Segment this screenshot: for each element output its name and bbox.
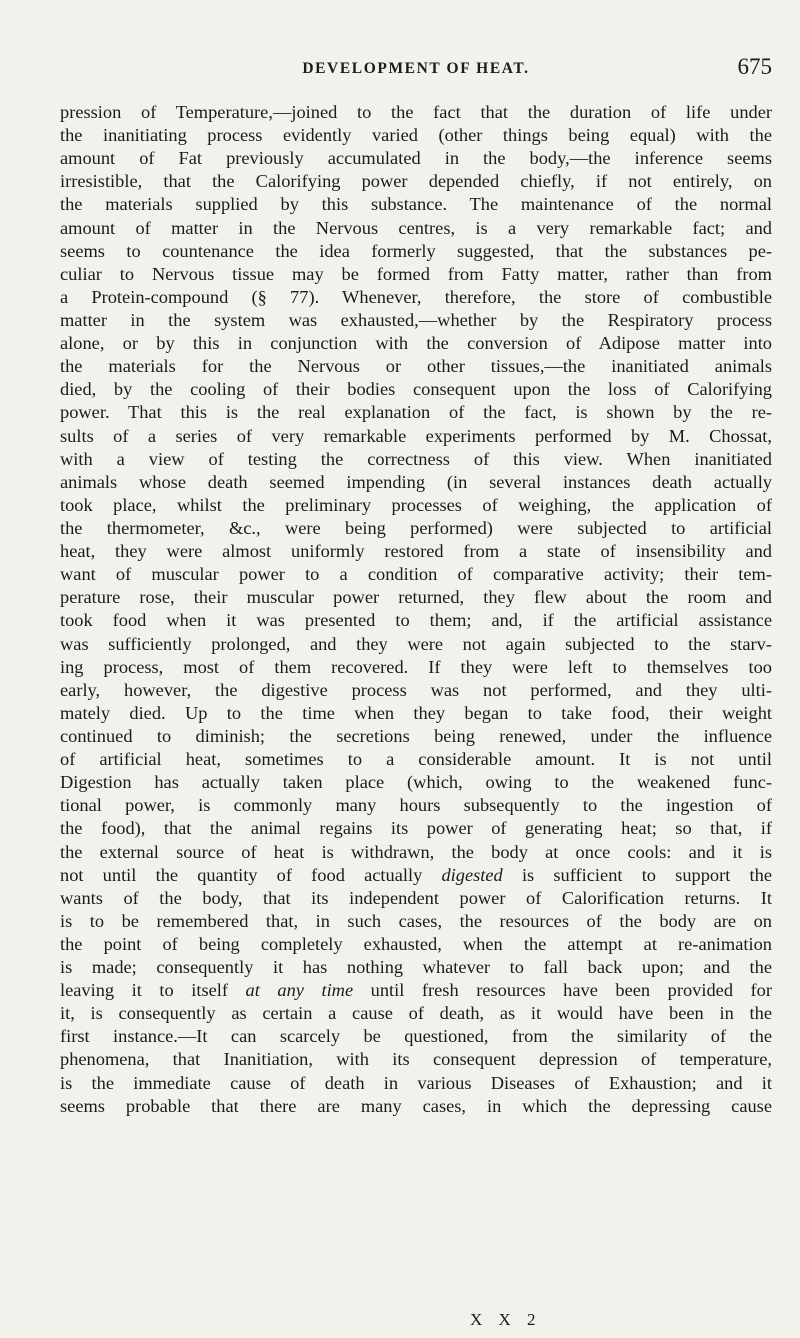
text-line: irresistible, that the Calorifying power depended chiefly, if not entirely, on: [60, 171, 772, 192]
text-line: it, is consequently as certain a cause of death, as it would have been in the: [60, 1003, 772, 1024]
text-line: died, by the cooling of their bodies consequent upon the loss of Calorifying: [60, 379, 772, 400]
text-line: animals whose death seemed impending (in several instances death actually: [60, 471, 772, 492]
text-line: the materials supplied by this substance. The maintenance of the normal: [60, 194, 772, 215]
text-line: pression of Temperature,—joined to the fact that the duration of life under: [60, 102, 772, 122]
text-line: was sufficiently prolonged, and they were not again subjected to the starv-: [60, 633, 772, 654]
text-line: wants of the body, that its independent power of Calorification returns. It: [60, 887, 772, 908]
text-line: Digestion has actually taken place (which, owing to the weakened func-: [60, 772, 772, 793]
text-line: tional power, is commonly many hours subsequently to the ingestion of: [60, 795, 772, 816]
text-line: the food), that the animal regains its power of generating heat; so that, if: [60, 818, 772, 839]
text-line: the external source of heat is withdrawn, the body at once cools: and it is: [60, 841, 772, 862]
text-line: ing process, most of them recovered. If they were left to themselves too: [60, 656, 772, 677]
text-line: the point of being completely exhausted, when the attempt at re-animation: [60, 933, 772, 954]
text-line: the thermometer, &c., were being performed) were subjected to artificial: [60, 517, 772, 538]
text-line: culiar to Nervous tissue may be formed from Fatty matter, rather than from: [60, 263, 772, 284]
text-line: is the immediate cause of death in various Diseases of Exhaustion; and it: [60, 1072, 772, 1093]
text-line: matter in the system was exhausted,—whether by the Respiratory process: [60, 309, 772, 330]
text-line: the inanitiating process evidently varied (other things being equal) with the: [60, 125, 772, 146]
text-line: leaving it to itself at any time until fresh resources have been provided for: [60, 980, 772, 1001]
text-line: phenomena, that Inanitiation, with its consequent depression of temperature,: [60, 1049, 772, 1070]
text-line: is to be remembered that, in such cases, the resources of the body are on: [60, 910, 772, 931]
text-line: want of muscular power to a condition of comparative activity; their tem-: [60, 564, 772, 585]
text-line: mately died. Up to the time when they began to take food, their weight: [60, 702, 772, 723]
text-line: is made; consequently it has nothing whatever to fall back upon; and the: [60, 957, 772, 978]
text-line: early, however, the digestive process was not performed, and they ulti-: [60, 679, 772, 700]
running-head: [60, 54, 772, 90]
text-line: sults of a series of very remarkable experiments performed by M. Chossat,: [60, 425, 772, 446]
body-paragraph: [60, 101, 772, 1118]
text-line: the materials for the Nervous or other tissues,—the inanitiated animals: [60, 356, 772, 377]
text-line: power. That this is the real explanation of the fact, is shown by the re-: [60, 402, 772, 423]
text-line: alone, or by this in conjunction with the conversion of Adipose matter into: [60, 333, 772, 354]
text-line: seems probable that there are many cases, in which the depressing cause: [60, 1095, 772, 1116]
text-line: amount of Fat previously accumulated in the body,—the inference seems: [60, 148, 772, 169]
text-line: first instance.—It can scarcely be questioned, from the similarity of the: [60, 1026, 772, 1047]
text-line: heat, they were almost uniformly restored from a state of insensibility and: [60, 541, 772, 562]
text-line: perature rose, their muscular power returned, they flew about the room and: [60, 587, 772, 608]
running-title: DEVELOPMENT OF HEAT.: [302, 60, 530, 77]
page-number: 675: [737, 54, 772, 79]
text-line: not until the quantity of food actually digested is sufficient to support the: [60, 864, 772, 885]
text-line: continued to diminish; the secretions being renewed, under the influence: [60, 725, 772, 746]
text-line: took place, whilst the preliminary processes of weighing, the application of: [60, 494, 772, 515]
text-line: amount of matter in the Nervous centres, is a very remarkable fact; and: [60, 217, 772, 238]
text-line: a Protein-compound (§ 77). Whenever, therefore, the store of combustible: [60, 286, 772, 307]
text-line: of artificial heat, sometimes to a considerable amount. It is not until: [60, 749, 772, 770]
text-line: with a view of testing the correctness of this view. When inanitiated: [60, 448, 772, 469]
signature-mark: X X 2: [470, 1310, 542, 1329]
text-line: seems to countenance the idea formerly suggested, that the substances pe-: [60, 240, 772, 261]
text-line: took food when it was presented to them; and, if the artificial assistance: [60, 610, 772, 631]
